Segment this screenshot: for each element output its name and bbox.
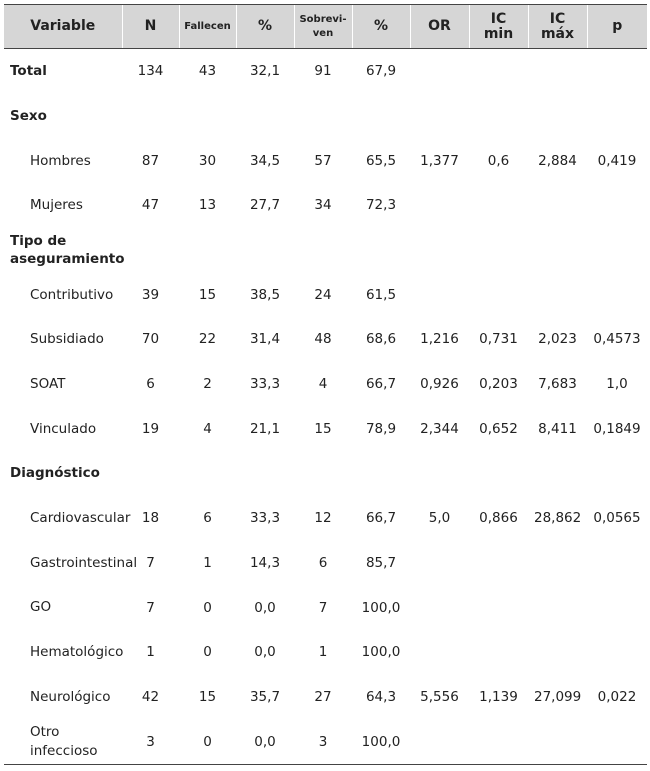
cell-ic-max [528, 585, 587, 630]
table-row [4, 675, 647, 720]
cell-or: 5,556 [420, 688, 459, 705]
cell-ic-max [528, 228, 587, 273]
cell-sobreviven: 15 [314, 420, 332, 437]
row-label: Gastrointestinal [30, 554, 138, 571]
group-row [4, 94, 647, 139]
cell-ic-min [469, 94, 528, 139]
cell-ic-max [528, 451, 587, 496]
cell-sobreviven: 48 [314, 331, 332, 348]
cell-pct-fallecen: 27,7 [249, 197, 281, 214]
group-label: Total [10, 63, 47, 80]
cell-pct-sobreviven: 66,7 [365, 376, 397, 393]
cell-n: 39 [141, 286, 160, 303]
cell-ic-max: 8,411 [538, 420, 577, 437]
cell-sobreviven: 12 [314, 510, 332, 527]
header-variable: Variable [4, 5, 122, 49]
cell-ic-min [469, 49, 528, 94]
cell-pct-fallecen [236, 451, 294, 496]
cell-n [122, 94, 179, 139]
group-row [4, 451, 647, 496]
cell-pct-sobreviven [352, 94, 410, 139]
cell-ic-min [469, 585, 528, 630]
cell-n [122, 451, 179, 496]
cell-n: 18 [141, 510, 160, 527]
cell-ic-min: 0,866 [479, 510, 518, 527]
row-label: Contributivo [30, 286, 114, 303]
cell-or [410, 228, 469, 273]
cell-p: 0,419 [597, 152, 637, 169]
cell-p [587, 585, 647, 630]
group-label: Diagnóstico [10, 465, 100, 482]
cell-ic-min [469, 541, 528, 586]
table-row [4, 138, 647, 183]
group-row [4, 228, 647, 273]
table-row [4, 496, 647, 541]
header-ic-min: IC min [469, 5, 528, 49]
cell-pct-fallecen: 33,3 [249, 510, 281, 527]
cell-fallecen: 0 [179, 719, 236, 764]
cell-p [587, 541, 647, 586]
cell-p: 0,4573 [593, 331, 641, 348]
cell-pct-sobreviven: 72,3 [365, 197, 397, 214]
cell-pct-sobreviven: 100,0 [361, 599, 401, 616]
table-row [4, 541, 647, 586]
cell-sobreviven: 7 [318, 599, 328, 616]
cell-ic-min: 1,139 [479, 688, 518, 705]
table-row [4, 183, 647, 228]
cell-ic-min: 0,652 [479, 420, 518, 437]
cell-fallecen: 4 [203, 420, 212, 437]
cell-p: 0,1849 [593, 420, 641, 437]
row-label: Vinculado [30, 420, 97, 437]
cell-ic-max: 28,862 [534, 510, 582, 527]
header-pct-fallecen: % [236, 5, 294, 49]
cell-n: 87 [141, 152, 160, 169]
cell-fallecen: 43 [198, 63, 217, 80]
table-row [4, 630, 647, 675]
cell-n: 47 [141, 197, 160, 214]
cell-p: 0,0565 [593, 510, 641, 527]
cell-or [410, 630, 469, 675]
cell-or: 1,216 [420, 331, 459, 348]
cell-n: 19 [141, 420, 160, 437]
cell-or [410, 585, 469, 630]
cell-fallecen: 1 [203, 554, 212, 571]
cell-pct-sobreviven: 85,7 [365, 554, 397, 571]
cell-fallecen: 30 [198, 152, 217, 169]
cell-fallecen: 6 [203, 510, 212, 527]
cell-ic-max: 2,023 [538, 331, 577, 348]
cell-p [587, 451, 647, 496]
cell-ic-max [528, 94, 587, 139]
cell-pct-sobreviven: 61,5 [365, 286, 397, 303]
cell-sobreviven: 6 [318, 554, 328, 571]
cell-ic-max [528, 272, 587, 317]
cell-ic-max [528, 49, 587, 94]
row-label: Neurológico [30, 688, 111, 705]
cell-pct-fallecen: 0,0 [254, 644, 276, 661]
cell-fallecen [179, 228, 236, 273]
cell-fallecen: 13 [198, 197, 217, 214]
cell-ic-max [528, 630, 587, 675]
cell-or [410, 183, 469, 228]
cell-p [587, 630, 647, 675]
cell-ic-max: 2,884 [538, 152, 577, 169]
cell-p: 0,022 [597, 688, 637, 705]
cell-n: 42 [141, 688, 160, 705]
cell-ic-min [469, 630, 528, 675]
cell-ic-min: 0,6 [487, 152, 510, 169]
table-row [4, 719, 647, 764]
cell-n: 6 [146, 376, 155, 393]
cell-n: 134 [137, 63, 164, 80]
cell-or: 2,344 [420, 420, 459, 437]
cell-or [410, 451, 469, 496]
cell-p [587, 228, 647, 273]
cell-pct-fallecen [236, 94, 294, 139]
row-label: Hematológico [30, 644, 124, 661]
cell-sobreviven: 1 [318, 644, 328, 661]
cell-or [410, 49, 469, 94]
cell-p [587, 94, 647, 139]
cell-fallecen [179, 94, 236, 139]
header-ic-max: IC máx [528, 5, 587, 49]
cell-pct-fallecen [236, 228, 294, 273]
cell-pct-fallecen: 38,5 [249, 286, 281, 303]
header-fallecen: Fallecen [179, 5, 236, 49]
cell-pct-fallecen: 32,1 [249, 63, 281, 80]
cell-sobreviven: 91 [314, 63, 332, 80]
group-label: Tipo de aseguramiento [10, 232, 125, 268]
cell-pct-fallecen: 0,0 [236, 719, 294, 764]
cell-ic-max [528, 541, 587, 586]
cell-sobreviven [294, 451, 352, 496]
cell-sobreviven: 24 [314, 286, 332, 303]
cell-ic-min [469, 272, 528, 317]
cell-sobreviven [294, 228, 352, 273]
cell-sobreviven [294, 94, 352, 139]
cell-ic-max: 27,099 [534, 688, 582, 705]
cell-n: 70 [141, 331, 160, 348]
cell-ic-min: 0,731 [479, 331, 518, 348]
cell-pct-sobreviven [352, 451, 410, 496]
row-label: Hombres [30, 152, 91, 169]
cell-sobreviven: 34 [314, 197, 332, 214]
cell-fallecen: 15 [198, 286, 217, 303]
cell-pct-sobreviven: 100,0 [352, 719, 410, 764]
cell-pct-fallecen: 0,0 [254, 599, 276, 616]
cell-or [410, 272, 469, 317]
cell-pct-fallecen: 35,7 [249, 688, 281, 705]
cell-fallecen: 0 [203, 644, 212, 661]
row-label: SOAT [30, 376, 66, 393]
cell-pct-fallecen: 33,3 [249, 376, 281, 393]
header-sobreviven: Sobrevi- ven [294, 5, 352, 49]
cell-p [587, 183, 647, 228]
cell-pct-fallecen: 14,3 [249, 554, 281, 571]
cell-pct-sobreviven [352, 228, 410, 273]
cell-pct-sobreviven: 68,6 [365, 331, 397, 348]
cell-pct-sobreviven: 67,9 [365, 63, 397, 80]
cell-p [587, 49, 647, 94]
group-row [4, 49, 647, 94]
table-header [4, 5, 647, 49]
cell-ic-max [528, 183, 587, 228]
cell-p [587, 719, 647, 764]
cell-sobreviven: 4 [318, 376, 328, 393]
row-label: Otro infeccioso [4, 719, 122, 764]
header-n: N [122, 5, 179, 49]
cell-or [410, 541, 469, 586]
cell-pct-sobreviven: 64,3 [365, 688, 397, 705]
cell-pct-sobreviven: 100,0 [361, 644, 401, 661]
cell-n: 1 [146, 644, 155, 661]
header-row [4, 5, 647, 49]
table-row [4, 272, 647, 317]
cell-n: 3 [122, 719, 179, 764]
cell-pct-fallecen: 21,1 [249, 420, 281, 437]
cell-pct-sobreviven: 65,5 [365, 152, 397, 169]
cell-sobreviven: 27 [314, 688, 332, 705]
row-label: Mujeres [30, 197, 83, 214]
header-p: p [587, 5, 647, 49]
cell-fallecen [179, 451, 236, 496]
cell-or: 0,926 [420, 376, 459, 393]
cell-or: 5,0 [428, 510, 451, 527]
cell-or: 1,377 [420, 152, 459, 169]
row-label: Subsidiado [30, 331, 104, 348]
cell-fallecen: 0 [203, 599, 212, 616]
cell-n: 7 [146, 599, 155, 616]
cell-ic-max: 7,683 [538, 376, 577, 393]
cell-pct-sobreviven: 66,7 [365, 510, 397, 527]
cell-ic-min [469, 451, 528, 496]
group-label: Sexo [10, 107, 47, 124]
cell-ic-min [469, 183, 528, 228]
cell-or [410, 719, 469, 764]
cell-pct-sobreviven: 78,9 [365, 420, 397, 437]
cell-fallecen: 22 [198, 331, 217, 348]
cell-ic-min [469, 228, 528, 273]
cell-fallecen: 15 [198, 688, 217, 705]
cell-sobreviven: 3 [294, 719, 352, 764]
row-label: Cardiovascular [30, 510, 131, 527]
cell-ic-max [528, 719, 587, 764]
table-row [4, 317, 647, 362]
table-row [4, 362, 647, 407]
table-row [4, 407, 647, 452]
cell-n: 7 [146, 554, 155, 571]
header-pct-sobreviven: % [352, 5, 410, 49]
cell-p [587, 272, 647, 317]
data-table [4, 4, 647, 765]
table-body [4, 49, 647, 765]
header-or: OR [410, 5, 469, 49]
row-label: GO [30, 599, 52, 616]
cell-p: 1,0 [606, 376, 628, 393]
cell-or [410, 94, 469, 139]
cell-ic-min: 0,203 [479, 376, 518, 393]
cell-n [122, 228, 179, 273]
cell-ic-min [469, 719, 528, 764]
cell-sobreviven: 57 [314, 152, 332, 169]
table-row [4, 585, 647, 630]
cell-pct-fallecen: 31,4 [249, 331, 281, 348]
cell-pct-fallecen: 34,5 [249, 152, 281, 169]
cell-fallecen: 2 [203, 376, 212, 393]
